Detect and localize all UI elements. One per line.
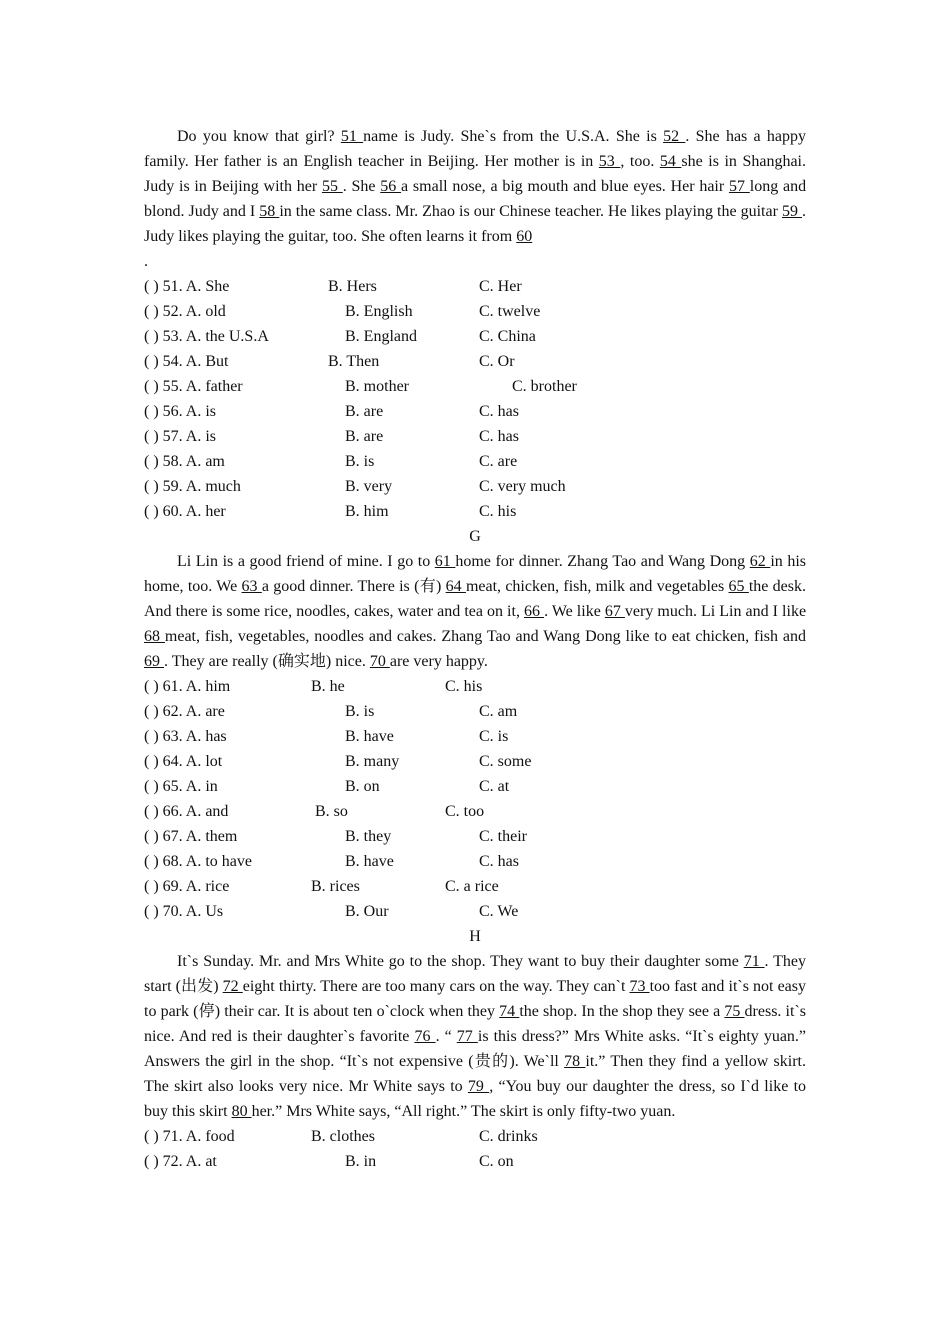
option-c: C. his — [479, 503, 517, 520]
section-heading-h: H — [469, 928, 481, 945]
blank-66: 66 — [524, 603, 545, 620]
text: in the same class. Mr. Zhao is our Chinese teacher. He likes playing the guitar — [279, 203, 782, 220]
question-row — [144, 474, 806, 499]
text: a small nose, a big mouth and blue eyes. Her hair — [401, 178, 729, 195]
text: long and blond. Judy and I — [144, 178, 807, 220]
option-a: ( ) 54. A. But — [144, 353, 229, 370]
option-b: B. many — [345, 753, 400, 770]
passage-g — [144, 549, 806, 674]
option-a: ( ) 66. A. and — [144, 803, 229, 820]
question-row — [144, 824, 806, 849]
blank-61: 61 — [434, 553, 456, 570]
blank-60: 60 — [516, 228, 533, 245]
option-c: C. a rice — [445, 878, 499, 895]
option-c: C. twelve — [479, 303, 541, 320]
blank-51: 51 — [340, 128, 364, 145]
option-b: B. is — [345, 453, 375, 470]
question-row — [144, 1124, 806, 1149]
text: meat, fish, vegetables, noodles and cakes. Zhang Tao and Wang Dong like to eat chicken, fish and — [164, 628, 806, 645]
option-b: B. so — [315, 803, 348, 820]
blank-77: 77 — [456, 1028, 478, 1045]
question-row — [144, 849, 806, 874]
option-b: B. rices — [311, 878, 360, 895]
option-b: B. in — [345, 1153, 377, 1170]
option-c: C. China — [479, 328, 536, 345]
option-a: ( ) 63. A. has — [144, 728, 227, 745]
blank-64: 64 — [445, 578, 466, 595]
option-b: B. have — [345, 853, 394, 870]
section-heading-g: G — [469, 528, 481, 545]
text: , too. — [620, 153, 660, 170]
option-c: C. his — [445, 678, 483, 695]
option-a: ( ) 72. A. at — [144, 1153, 217, 1170]
question-row — [144, 699, 806, 724]
option-c: C. We — [479, 903, 519, 920]
text: eight thirty. There are too many cars on the way. They can`t — [242, 978, 630, 995]
option-a: ( ) 61. A. him — [144, 678, 231, 695]
option-b: B. very — [345, 478, 393, 495]
option-a: ( ) 53. A. the U.S.A — [144, 328, 269, 345]
text: home for dinner. Zhang Tao and Wang Dong — [455, 553, 750, 570]
question-row — [144, 274, 806, 299]
blank-67: 67 — [604, 603, 625, 620]
option-c: C. some — [479, 753, 532, 770]
text: meat, chicken, fish, milk and vegetables — [465, 578, 729, 595]
blank-57: 57 — [728, 178, 750, 195]
blank-58: 58 — [259, 203, 280, 220]
text: . They are really (确实地) nice. — [164, 653, 370, 670]
blank-52: 52 — [663, 128, 686, 145]
text: is this dress?” Mrs White asks. “It`s eighty yuan.” Answers the girl in the shop. “It`s not expensive (贵的). We`ll — [144, 1028, 807, 1070]
option-c: C. are — [479, 453, 518, 470]
text: the desk. And there is some rice, noodles, cakes, water and tea on it, — [144, 578, 806, 620]
option-c: C. at — [479, 778, 510, 795]
text: dress. it`s nice. And red is their daughter`s favorite — [144, 1003, 806, 1045]
text: Do you know that girl? — [177, 128, 341, 145]
question-row — [144, 799, 806, 824]
question-row — [144, 774, 806, 799]
passage-h — [144, 949, 806, 1124]
passage-f — [144, 124, 806, 274]
text: name is Judy. She`s from the U.S.A. She is — [363, 128, 664, 145]
text: . — [144, 253, 148, 270]
option-c: C. has — [479, 853, 519, 870]
text: in his home, too. We — [144, 553, 807, 595]
text: Li Lin is a good friend of mine. I go to — [177, 553, 435, 570]
blank-72: 72 — [222, 978, 243, 995]
option-b: B. England — [345, 328, 417, 345]
text: . Judy likes playing the guitar, too. She often learns it from — [144, 203, 807, 245]
question-row — [144, 499, 806, 524]
option-c: C. has — [479, 428, 519, 445]
option-a: ( ) 52. A. old — [144, 303, 226, 320]
option-b: B. Hers — [328, 278, 377, 295]
option-a: ( ) 56. A. is — [144, 403, 216, 420]
option-b: B. he — [311, 678, 345, 695]
blank-79: 79 — [467, 1078, 490, 1095]
blank-71: 71 — [743, 953, 765, 970]
option-b: B. English — [345, 303, 413, 320]
option-c: C. is — [479, 728, 509, 745]
blank-55: 55 — [321, 178, 343, 195]
option-a: ( ) 62. A. are — [144, 703, 225, 720]
option-a: ( ) 70. A. Us — [144, 903, 224, 920]
text: the shop. In the shop they see a — [519, 1003, 725, 1020]
option-c: C. Her — [479, 278, 522, 295]
option-b: B. clothes — [311, 1128, 375, 1145]
option-b: B. on — [345, 778, 380, 795]
option-a: ( ) 58. A. am — [144, 453, 225, 470]
blank-70: 70 — [369, 653, 390, 670]
option-a: ( ) 57. A. is — [144, 428, 216, 445]
text: . She — [342, 178, 381, 195]
blank-68: 68 — [144, 628, 165, 645]
option-b: B. are — [345, 428, 384, 445]
option-b: B. are — [345, 403, 384, 420]
question-row — [144, 874, 806, 899]
option-b: B. have — [345, 728, 394, 745]
blank-80: 80 — [231, 1103, 252, 1120]
blank-74: 74 — [499, 1003, 520, 1020]
blank-75: 75 — [724, 1003, 745, 1020]
blank-56: 56 — [380, 178, 402, 195]
blank-78: 78 — [564, 1053, 586, 1070]
option-c: C. drinks — [479, 1128, 538, 1145]
option-a: ( ) 59. A. much — [144, 478, 241, 495]
question-row — [144, 324, 806, 349]
blank-63: 63 — [241, 578, 262, 595]
blank-54: 54 — [659, 153, 682, 170]
blank-62: 62 — [749, 553, 771, 570]
question-row — [144, 724, 806, 749]
option-a: ( ) 64. A. lot — [144, 753, 223, 770]
blank-65: 65 — [728, 578, 749, 595]
text: . “ — [435, 1028, 457, 1045]
text: too fast and it`s not easy to park (停) their car. It is about ten o`clock when they — [144, 978, 806, 1020]
text: very much. Li Lin and I like — [624, 603, 807, 620]
option-a: ( ) 55. A. father — [144, 378, 243, 395]
option-b: B. is — [345, 703, 375, 720]
option-c: C. very much — [479, 478, 566, 495]
text: it.” Then they find a yellow skirt. The skirt also looks very nice. Mr White says to — [144, 1053, 806, 1095]
text: . They start (出发) — [144, 953, 806, 995]
text: . She has a happy family. Her father is an English teacher in Beijing. Her mother is in — [144, 128, 807, 170]
option-b: B. they — [345, 828, 392, 845]
option-c: C. on — [479, 1153, 514, 1170]
text: , “You buy our daughter the dress, so I`d like to buy this skirt — [144, 1078, 807, 1120]
question-row — [144, 1149, 806, 1174]
text: her.” Mrs White says, “All right.” The skirt is only fifty-two yuan. — [251, 1103, 676, 1120]
option-b: B. mother — [345, 378, 409, 395]
option-a: ( ) 67. A. them — [144, 828, 238, 845]
worksheet-page — [144, 124, 806, 1174]
text: she is in Shanghai. Judy is in Beijing with her — [144, 153, 807, 195]
question-row — [144, 424, 806, 449]
text: a good dinner. There is (有) — [261, 578, 446, 595]
text: are very happy. — [389, 653, 488, 670]
option-a: ( ) 60. A. her — [144, 503, 226, 520]
option-b: B. him — [345, 503, 389, 520]
question-row — [144, 899, 806, 924]
question-list-g — [144, 674, 806, 924]
option-a: ( ) 68. A. to have — [144, 853, 252, 870]
question-row — [144, 674, 806, 699]
blank-53: 53 — [598, 153, 621, 170]
option-c: C. has — [479, 403, 519, 420]
option-c: C. too — [445, 803, 485, 820]
question-row — [144, 399, 806, 424]
option-b: B. Then — [328, 353, 380, 370]
question-row — [144, 349, 806, 374]
question-row — [144, 749, 806, 774]
text: It`s Sunday. Mr. and Mrs White go to the shop. They want to buy their daughter some — [177, 953, 744, 970]
question-row — [144, 299, 806, 324]
option-a: ( ) 51. A. She — [144, 278, 230, 295]
blank-59: 59 — [781, 203, 803, 220]
blank-69: 69 — [144, 653, 164, 670]
question-list-h — [144, 1124, 806, 1174]
option-c: C. Or — [479, 353, 515, 370]
blank-73: 73 — [629, 978, 650, 995]
option-c: C. brother — [512, 378, 577, 395]
blank-76: 76 — [414, 1028, 436, 1045]
question-row — [144, 374, 806, 399]
option-a: ( ) 71. A. food — [144, 1128, 235, 1145]
option-c: C. am — [479, 703, 518, 720]
question-row — [144, 449, 806, 474]
question-list-f — [144, 274, 806, 524]
option-b: B. Our — [345, 903, 389, 920]
text: . We like — [544, 603, 605, 620]
option-a: ( ) 65. A. in — [144, 778, 218, 795]
option-c: C. their — [479, 828, 527, 845]
option-a: ( ) 69. A. rice — [144, 878, 230, 895]
